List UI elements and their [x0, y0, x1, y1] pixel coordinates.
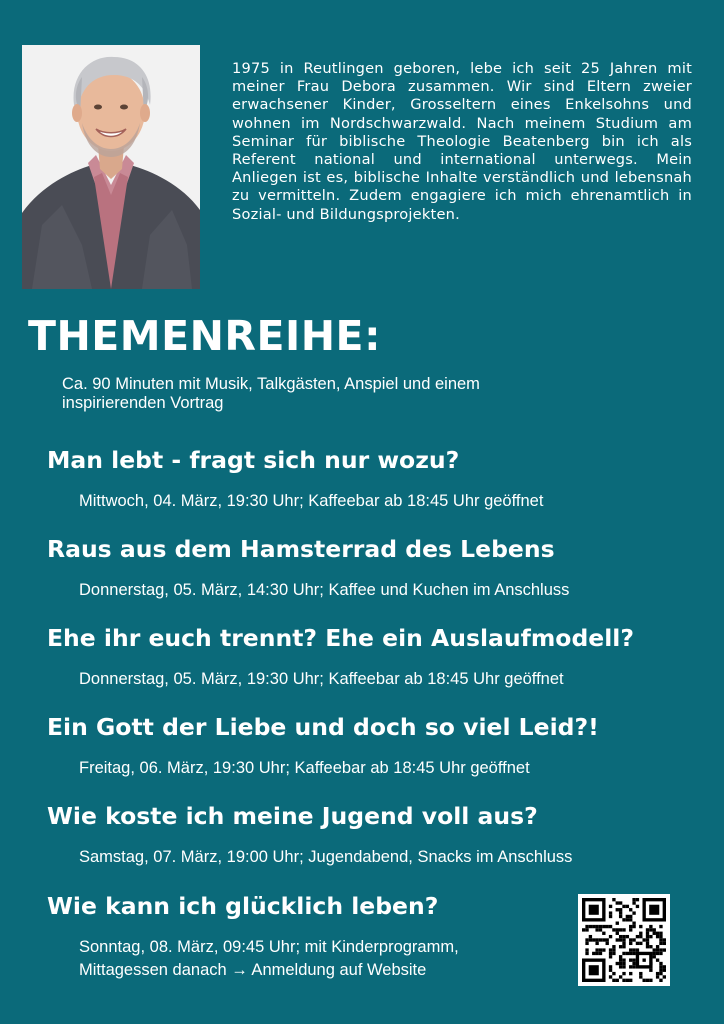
event-info: Donnerstag, 05. März, 14:30 Uhr; Kaffee und Kuchen im Anschluss — [79, 581, 570, 599]
qr-code-icon[interactable] — [578, 894, 670, 986]
event-title: Wie koste ich meine Jugend voll aus? — [47, 802, 538, 830]
event-title: Man lebt - fragt sich nur wozu? — [47, 446, 460, 474]
event-2 — [47, 535, 687, 602]
speaker-photo — [22, 45, 200, 289]
event-title: Ehe ihr euch trennt? Ehe ein Auslaufmodell? — [47, 624, 634, 652]
event-1 — [47, 446, 687, 513]
event-title: Wie kann ich glücklich leben? — [47, 892, 439, 920]
speaker-bio: 1975 in Reutlingen geboren, lebe ich seit 25 Jahren mit meiner Frau Debora zusammen. Wir sind Eltern zweier erwachsener Kinder, Grosseltern eines Enkelsohns und wohnen im Nordschwarzwald. Nach meinem Studium am Seminar für biblische Theologie Beatenberg bin ich als Referent national und international unterwegs. Mein Anliegen ist es, biblische Inhalte verständlich und lebensnah zu vermitteln. Zudem engagiere ich mich ehrenamtlich in Sozial- und Bildungsprojekten. — [232, 60, 692, 223]
event-info: Donnerstag, 05. März, 19:30 Uhr; Kaffeebar ab 18:45 Uhr geöffnet — [79, 670, 564, 688]
qr-code-graphic — [578, 894, 670, 986]
event-info-line: Sonntag, 08. März, 09:45 Uhr; mit Kinderprogramm, — [79, 938, 459, 956]
speaker-portrait — [22, 45, 200, 289]
event-title: Raus aus dem Hamsterrad des Lebens — [47, 535, 555, 563]
event-4 — [47, 713, 687, 780]
series-heading: THEMENREIHE: — [28, 312, 381, 360]
event-title: Ein Gott der Liebe und doch so viel Leid?! — [47, 713, 599, 741]
series-intro: Ca. 90 Minuten mit Musik, Talkgästen, Anspiel und einem inspirierenden Vortrag — [62, 375, 480, 412]
event-info-line: Mittagessen danach → Anmeldung auf Website — [79, 961, 427, 979]
event-info: Mittwoch, 04. März, 19:30 Uhr; Kaffeebar ab 18:45 Uhr geöffnet — [79, 492, 544, 510]
event-info: Freitag, 06. März, 19:30 Uhr; Kaffeebar ab 18:45 Uhr geöffnet — [79, 759, 530, 777]
event-5 — [47, 802, 687, 869]
event-3 — [47, 624, 687, 691]
event-info: Samstag, 07. März, 19:00 Uhr; Jugendabend, Snacks im Anschluss — [79, 848, 573, 866]
